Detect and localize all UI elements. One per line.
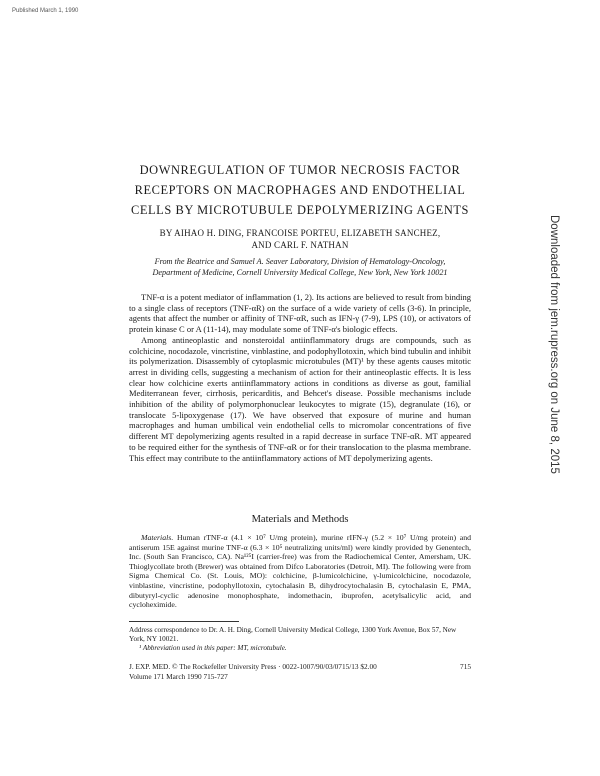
title-line: CELLS BY MICROTUBULE DEPOLYMERIZING AGENTS	[130, 203, 470, 217]
author-line: AND CARL F. NATHAN	[251, 240, 349, 250]
page-number: 715	[460, 662, 471, 671]
paragraph: Among antineoplastic and nonsteroidal antiinflammatory drugs are compounds, such as colchicine, nocodazole, vincristine, vinblastine, and podophyllotoxin, which bind tubulin and inhibit its polymerization. Disassembly of cytoplasmic microtubules (MT)¹ by these agents causes mitotic arrest in dividing cells, suggesting a mechanism of action for their antineoplastic effects. It is less clear how colchicine exerts antiinflammatory actions in conditions as diverse as gout, familial Mediterranean fever, cirrhosis, pericarditis, and Behcet's disease. Possible mechanisms include inhibition of the ability of polymorphonuclear leukocytes to migrate (15), degranulate (16), or translocate 5-lipoxygenase (17). We have observed that exposure of murine and human macrophages and human umbilical vein endothelial cells to micromolar concentrations of five different MT depolymerizing agents resulted in a rapid decrease in surface TNF-αR. MT appeared to be required either for the synthesis of TNF-αR or for their translocation to the plasma membrane. This effect may contribute to the antiinflammatory actions of MT depolymerizing agents.	[129, 334, 471, 463]
methods-label: Materials.	[141, 533, 174, 542]
journal-citation	[129, 662, 471, 681]
affiliation	[120, 257, 480, 278]
footnote-divider	[129, 621, 239, 622]
title-line: RECEPTORS ON MACROPHAGES AND ENDOTHELIAL	[134, 183, 466, 197]
footnote-address: Address correspondence to Dr. A. H. Ding, Cornell University Medical College, 1300 York Avenue, Box 57, New York, NY 10021.	[129, 626, 457, 643]
author-line: BY AIHAO H. DING, FRANCOISE PORTEU, ELIZABETH SANCHEZ,	[159, 228, 441, 238]
methods-section	[129, 533, 471, 610]
download-notice: Downloaded from jem.rupress.org on June 8, 2015	[548, 215, 560, 474]
footnote-abbreviation: ¹ Abbreviation used in this paper: MT, microtubule.	[139, 644, 287, 652]
methods-paragraph	[129, 533, 471, 610]
journal-line: J. EXP. MED. © The Rockefeller University Press · 0022-1007/90/03/0715/13 $2.00	[129, 662, 377, 671]
affiliation-line: From the Beatrice and Samuel A. Seaver Laboratory, Division of Hematology-Oncology,	[154, 257, 446, 266]
affiliation-line: Department of Medicine, Cornell University Medical College, New York, New York 10021	[152, 267, 448, 277]
section-heading: Materials and Methods	[251, 514, 349, 525]
author-list	[100, 227, 500, 251]
journal-volume: Volume 171 March 1990 715-727	[129, 671, 228, 681]
footnotes	[129, 626, 471, 653]
introduction	[129, 292, 471, 463]
published-date: Published March 1, 1990	[12, 8, 79, 14]
article-title	[100, 160, 500, 220]
paragraph: TNF-α is a potent mediator of inflammation (1, 2). Its actions are believed to result from binding to a single class of receptors (TNF-αR) on the surface of a wide variety of cells (3-6). In principle, agents that affect the number or affinity of TNF-αR, such as IFN-γ (7-9), LPS (10), or activators of protein kinase C or A (11-14), may modulate some of TNF-α's biologic effects.	[129, 292, 471, 335]
methods-text: Human rTNF-α (4.1 × 10⁷ U/mg protein), murine rIFN-γ (5.2 × 10⁷ U/mg protein) and antiserum 15E against murine TNF-α (6.3 × 10⁵ neutralizing units/ml) were kindly provided by Genentech, Inc. (South San Francisco, CA). Na¹²⁵I (carrier-free) was from the Radiochemical Center, Amersham, UK. Thioglycollate broth (Brewer) was obtained from Difco Laboratories (Detroit, MI). The following were from Sigma Chemical Co. (St. Louis, MO): colchicine, β-lumicolchicine, γ-lumicolchicine, nocodazole, vinblastine, vincristine, podophyllotoxin, cytochalasin B, dihydrocytochalasin B, cytochalasin E, PMA, dibutyryl-cyclic adenosine monophosphate, indomethacin, ibuprofen, acetylsalicylic acid, and cycloheximide.	[129, 533, 472, 610]
title-line: DOWNREGULATION OF TUMOR NECROSIS FACTOR	[139, 163, 461, 177]
